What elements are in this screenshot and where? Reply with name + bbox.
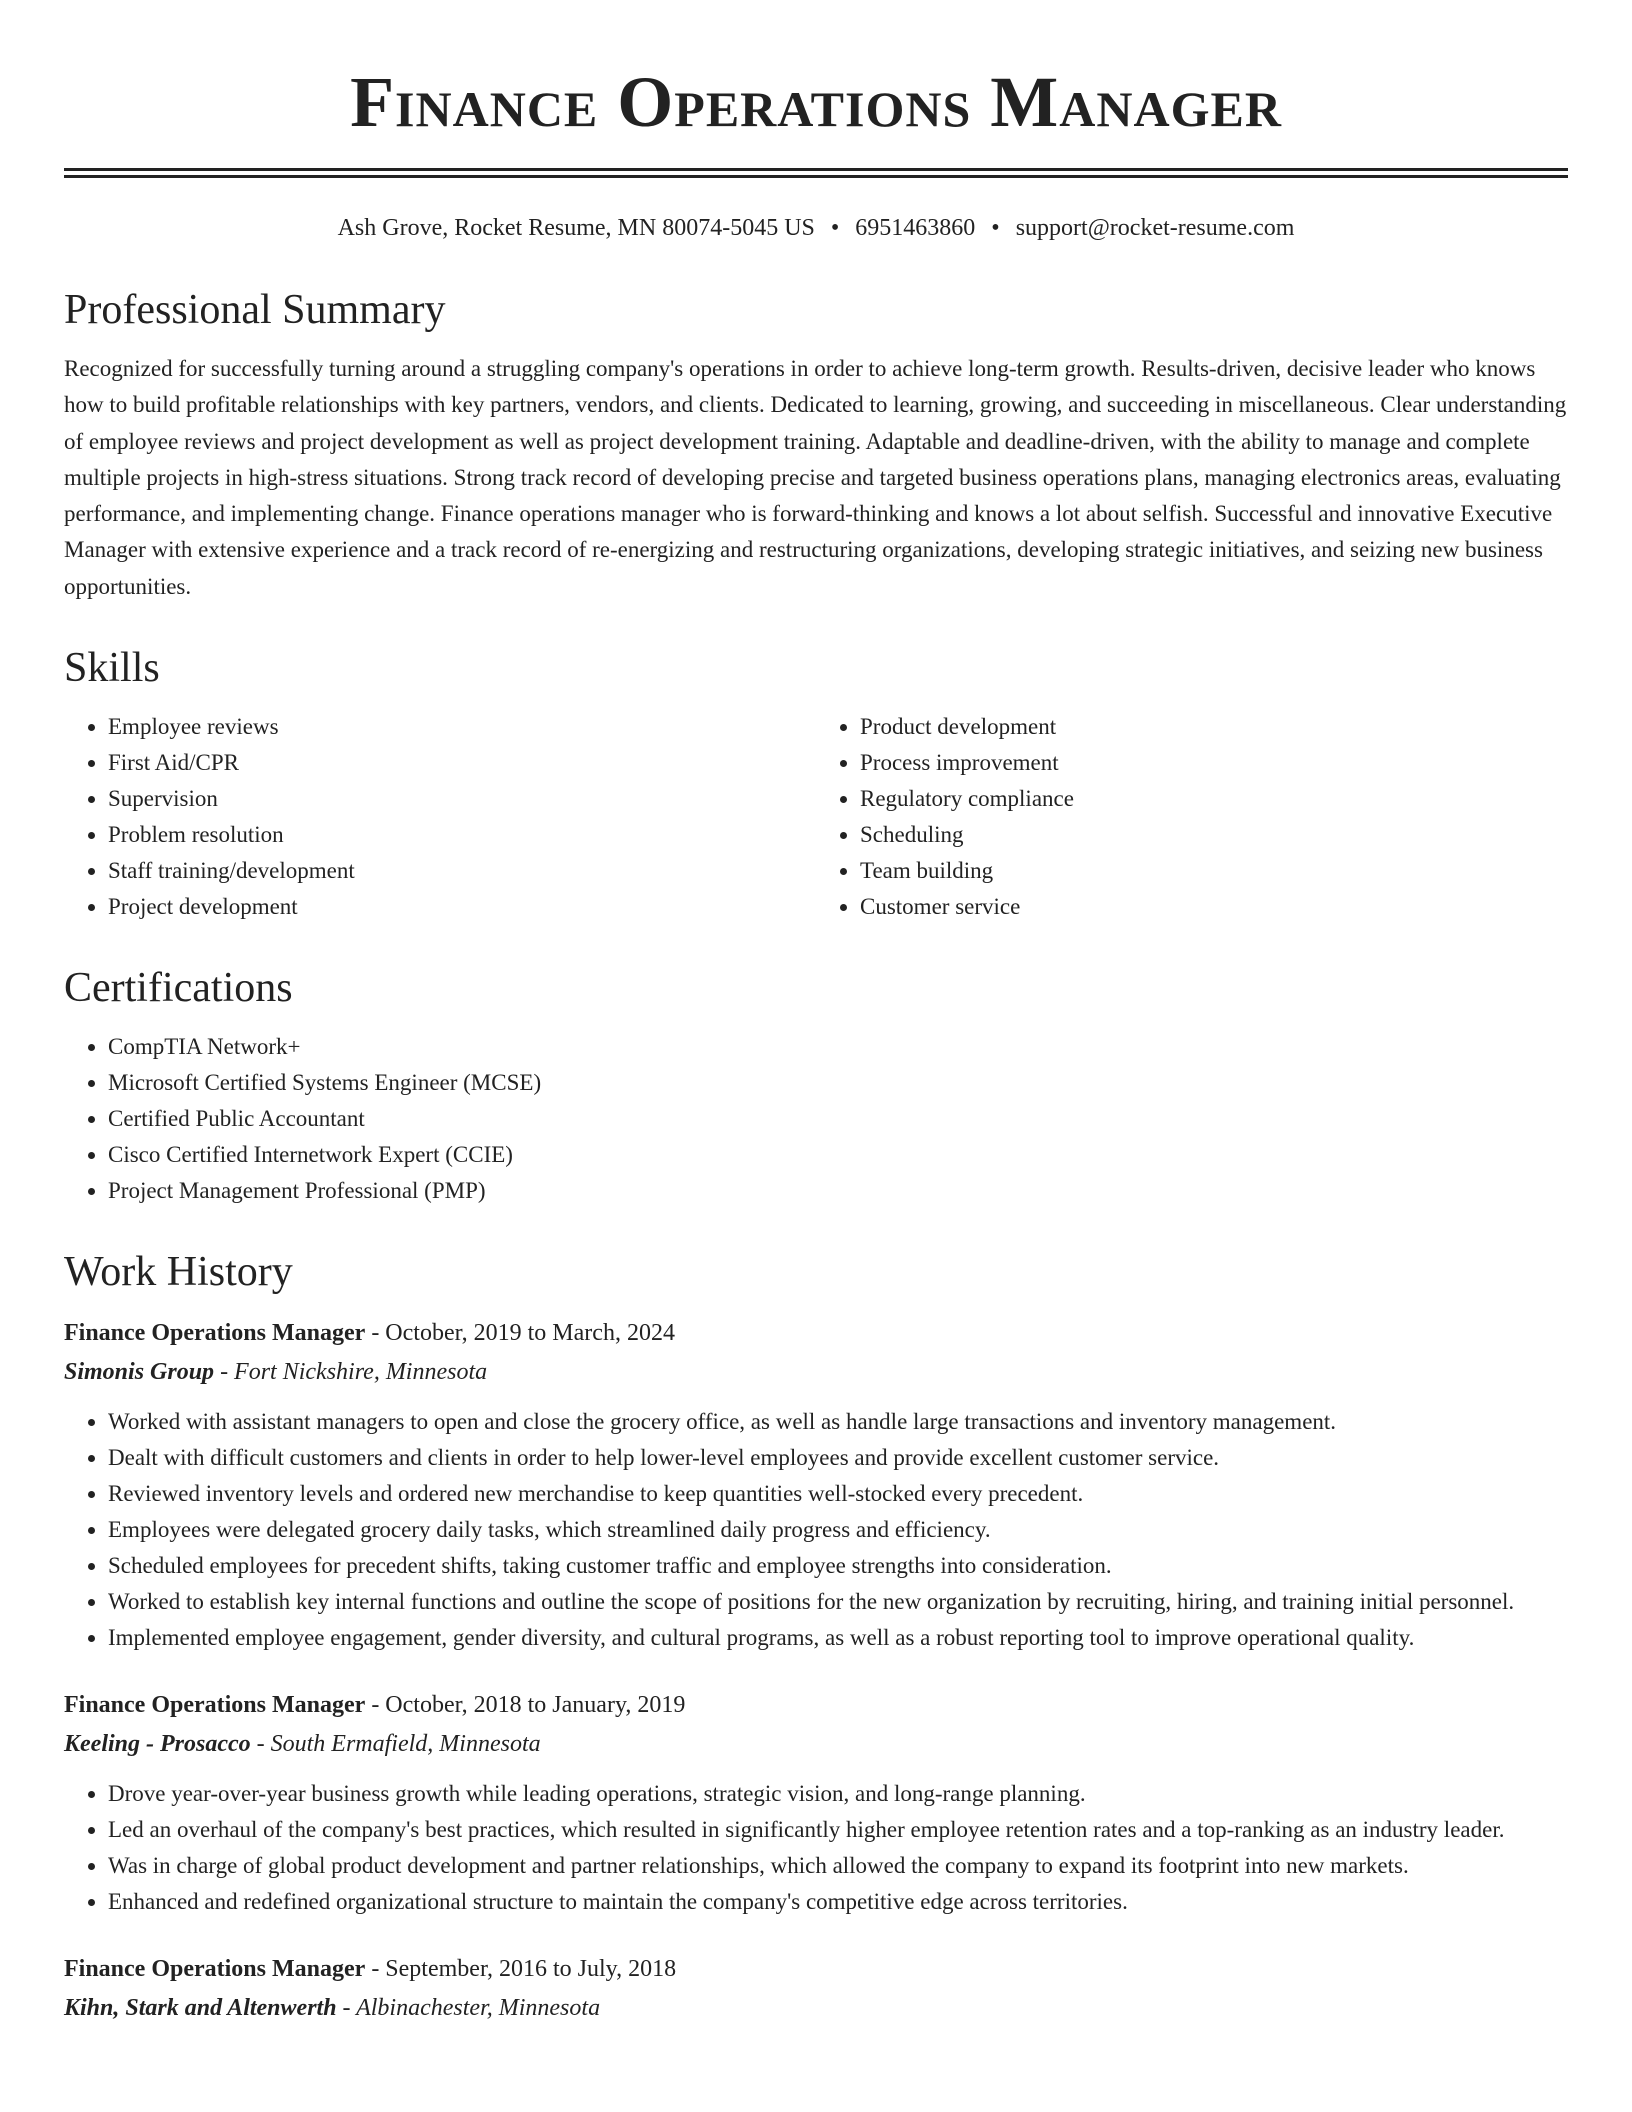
job-duty: • Employees were delegated grocery daily tasks, which streamlined daily progress and efficiency. [108,1512,1568,1548]
summary-text: Recognized for successfully turning around a struggling company's operations in order to achieve long-term growth. Results-driven, decisive leader who knows how to build profitable relationships with key partners, vendors, and clients. Dedicated to learning, growing, and succeeding in miscellaneous. Clear understanding of employee reviews and project development as well as project development training. Adaptable and deadline-driven, with the ability to manage and complete multiple projects in high-stress situations. Strong track record of developing precise and targeted business operations plans, managing electronics areas, evaluating performance, and implementing change. Finance operations manager who is forward-thinking and knows a lot about selfish. Successful and innovative Executive Manager with extensive experience and a track record of re-energizing and restructuring organizations, developing strategic initiatives, and seizing new business opportunities. [64,355,1567,599]
contact-phone: 6951463860 [855,215,976,241]
job-header [64,1314,1568,1352]
skill-item: • First Aid/CPR [108,745,816,781]
job-company: Kihn, Stark and Altenwerth [64,1994,337,2021]
job-title: Finance Operations Manager [64,1691,366,1718]
skills-heading: Skills [64,645,160,692]
certifications-list [64,1029,1568,1209]
job-duty: • Reviewed inventory levels and ordered new merchandise to keep quantities well-stocked every precedent. [108,1476,1568,1512]
job-duties [64,1404,1568,1656]
certification-item: • Cisco Certified Internetwork Expert (CCIE) [108,1137,1568,1173]
job-duty: • Worked to establish key internal functions and outline the scope of positions for the new organization by recruiting, hiring, and training initial personnel. [108,1584,1568,1620]
contact-separator: • [991,215,1000,241]
job-header [64,1950,1568,1988]
certification-item: • Certified Public Accountant [108,1101,1568,1137]
job-duty: • Scheduled employees for precedent shifts, taking customer traffic and employee strengths into consideration. [108,1548,1568,1584]
skill-item: • Scheduling [860,817,1568,853]
job-company-line [64,1988,1568,2028]
certification-item: • Microsoft Certified Systems Engineer (MCSE) [108,1065,1568,1101]
job-dates: - October, 2018 to January, 2019 [365,1691,686,1718]
job-dates: - October, 2019 to March, 2024 [365,1319,675,1346]
work-history-heading: Work History [64,1249,293,1296]
job-duty: • Dealt with difficult customers and clients in order to help lower-level employees and provide excellent customer service. [108,1440,1568,1476]
skill-item: • Staff training/development [108,853,816,889]
job-duty: • Implemented employee engagement, gender diversity, and cultural programs, as well as a robust reporting tool to improve operational quality. [108,1620,1568,1656]
job-dates: - September, 2016 to July, 2018 [365,1955,677,1982]
job-title: Finance Operations Manager [64,1319,366,1346]
job-location: - Albinachester, Minnesota [336,1994,601,2021]
resume-title: Finance Operations Manager [350,62,1282,142]
skill-item: • Product development [860,709,1568,745]
job-header [64,1686,1568,1724]
certification-item: • CompTIA Network+ [108,1029,1568,1065]
contact-address: Ash Grove, Rocket Resume, MN 80074-5045 US [337,215,815,241]
job-duty: • Enhanced and redefined organizational structure to maintain the company's competitive edge across territories. [108,1884,1568,1920]
job-duty: • Drove year-over-year business growth while leading operations, strategic vision, and long-range planning. [108,1776,1568,1812]
job-entry [64,1950,1568,2028]
job-entry [64,1314,1568,1656]
skill-item: • Employee reviews [108,709,816,745]
contact-separator: • [830,215,840,241]
contact-email[interactable]: support@rocket-resume.com [1015,215,1295,241]
skill-item: • Process improvement [860,745,1568,781]
skill-item: • Supervision [108,781,816,817]
job-duty: • Worked with assistant managers to open and close the grocery office, as well as handle large transactions and inventory management. [108,1404,1568,1440]
skills-list-right [816,709,1568,925]
job-title: Finance Operations Manager [64,1955,366,1982]
skill-item: • Customer service [860,889,1568,925]
job-company-line [64,1724,1568,1764]
job-company-line [64,1352,1568,1392]
job-location: - South Ermafield, Minnesota [250,1730,541,1757]
skill-item: • Regulatory compliance [860,781,1568,817]
job-location: - Fort Nickshire, Minnesota [214,1358,488,1385]
skills-list-left [64,709,816,925]
job-duty: • Led an overhaul of the company's best practices, which resulted in significantly higher employee retention rates and a top-ranking as an industry leader. [108,1812,1568,1848]
contact-line [64,214,1568,243]
certification-item: • Project Management Professional (PMP) [108,1173,1568,1209]
skill-item: • Project development [108,889,816,925]
skill-item: • Team building [860,853,1568,889]
job-duties [64,1776,1568,1920]
job-company: Simonis Group [64,1358,215,1385]
certifications-heading: Certifications [64,965,293,1012]
job-duty: • Was in charge of global product development and partner relationships, which allowed the company to expand its footprint into new markets. [108,1848,1568,1884]
job-company: Keeling - Prosacco [64,1730,251,1757]
summary-heading: Professional Summary [64,286,446,333]
title-divider [64,168,1568,178]
skills-columns [64,709,1568,925]
job-entry [64,1686,1568,1920]
skill-item: • Problem resolution [108,817,816,853]
